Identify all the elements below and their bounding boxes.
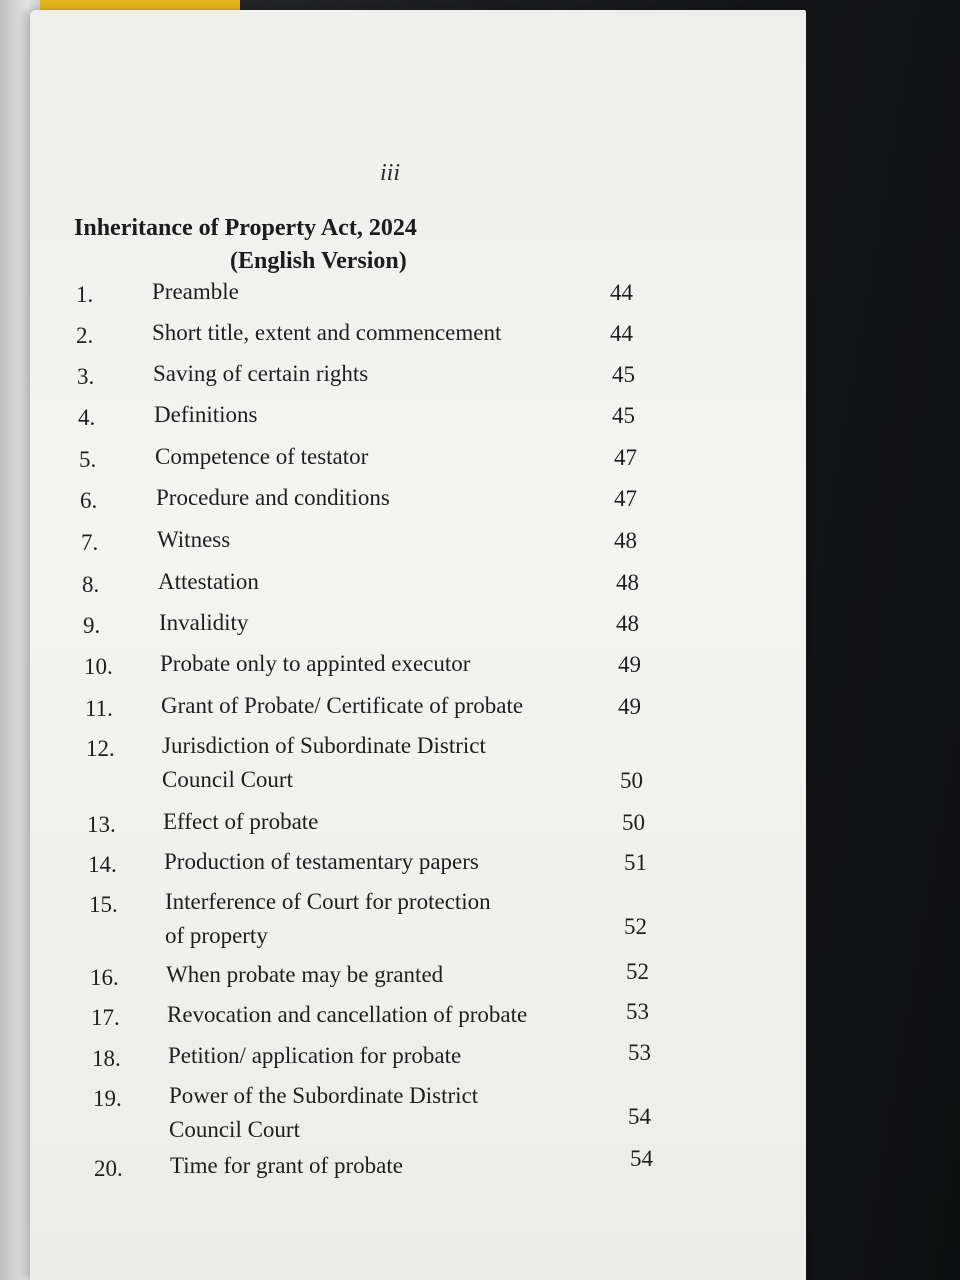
toc-entry-page-number: 44 bbox=[610, 280, 633, 305]
toc-entry-label: Interference of Court for protection bbox=[165, 889, 491, 914]
toc-entry-page-number: 45 bbox=[612, 362, 635, 387]
toc-entry-label: Jurisdiction of Subordinate District bbox=[162, 733, 486, 758]
toc-entry-number: 14. bbox=[88, 852, 117, 877]
toc-entry-page-number: 48 bbox=[614, 528, 637, 553]
toc-entry-number: 17. bbox=[91, 1005, 120, 1030]
toc-entry-page-number: 49 bbox=[618, 694, 641, 719]
toc-entry-label: Invalidity bbox=[159, 610, 249, 635]
toc-entry-page-number: 47 bbox=[614, 486, 637, 511]
toc-entry-number: 6. bbox=[80, 488, 98, 513]
toc-entry-number: 15. bbox=[89, 892, 118, 917]
toc-entry-page-number: 48 bbox=[616, 611, 639, 636]
toc-entry-number: 7. bbox=[81, 530, 99, 555]
toc-entry-label: Procedure and conditions bbox=[156, 485, 390, 510]
toc-entry-number: 12. bbox=[86, 736, 115, 761]
toc-entry-page-number: 53 bbox=[628, 1040, 651, 1065]
toc-entry-label: Probate only to appinted executor bbox=[160, 651, 471, 676]
toc-entry-page-number: 53 bbox=[626, 999, 649, 1024]
toc-entry-number: 4. bbox=[78, 405, 96, 430]
toc-entry-label: When probate may be granted bbox=[166, 962, 444, 987]
toc-entry-label: Preamble bbox=[152, 279, 239, 304]
toc-entry-page-number: 52 bbox=[626, 959, 649, 984]
toc-entry-label: Attestation bbox=[158, 569, 259, 594]
toc-entry-number: 11. bbox=[85, 696, 113, 721]
toc-entry-label: Definitions bbox=[154, 402, 258, 427]
toc-entry-page-number: 50 bbox=[620, 768, 643, 793]
toc-entry-label: Time for grant of probate bbox=[170, 1153, 403, 1178]
page-content bbox=[30, 10, 806, 1280]
toc-entry-label: Revocation and cancellation of probate bbox=[167, 1002, 528, 1027]
toc-entry-page-number: 49 bbox=[618, 652, 641, 677]
toc-entry-label: Petition/ application for probate bbox=[168, 1043, 462, 1068]
toc-entry-label: Effect of probate bbox=[163, 809, 319, 834]
toc-entry-number: 5. bbox=[79, 447, 97, 472]
toc-entry-number: 16. bbox=[90, 965, 119, 990]
toc-entry-number: 1. bbox=[76, 282, 94, 307]
toc-entry-label-continued: Council Court bbox=[162, 767, 293, 792]
toc-entry-label: Witness bbox=[157, 527, 231, 552]
toc-entry-number: 8. bbox=[82, 572, 100, 597]
toc-entry-label: Grant of Probate/ Certificate of probate bbox=[161, 693, 524, 718]
toc-entry-page-number: 45 bbox=[612, 403, 635, 428]
page-number: iii bbox=[379, 160, 400, 186]
document-title: Inheritance of Property Act, 2024 bbox=[74, 215, 417, 241]
toc-entry-page-number: 54 bbox=[630, 1146, 653, 1171]
toc-entry-page-number: 54 bbox=[628, 1104, 651, 1129]
toc-entry-page-number: 52 bbox=[624, 914, 647, 939]
toc-entry-label: Short title, extent and commencement bbox=[152, 320, 502, 345]
toc-entry-number: 9. bbox=[83, 613, 101, 638]
toc-entry-number: 13. bbox=[87, 812, 116, 837]
toc-entry-label: Power of the Subordinate District bbox=[169, 1083, 479, 1108]
document-subtitle: (English Version) bbox=[230, 248, 407, 274]
toc-entry-page-number: 50 bbox=[622, 810, 645, 835]
toc-entry-number: 2. bbox=[76, 323, 94, 348]
toc-entry-number: 19. bbox=[93, 1086, 122, 1111]
toc-entry-page-number: 44 bbox=[610, 321, 633, 346]
toc-entry-page-number: 47 bbox=[614, 445, 637, 470]
toc-entry-label: Competence of testator bbox=[155, 444, 369, 469]
toc-entry-label: Production of testamentary papers bbox=[164, 849, 479, 874]
toc-entry-number: 18. bbox=[92, 1046, 121, 1071]
toc-entry-page-number: 51 bbox=[624, 850, 647, 875]
toc-entry-label-continued: Council Court bbox=[169, 1117, 300, 1142]
book-page bbox=[30, 10, 806, 1280]
toc-entry-page-number: 48 bbox=[616, 570, 639, 595]
toc-entry-number: 20. bbox=[94, 1156, 123, 1181]
toc-entry-label-continued: of property bbox=[165, 923, 268, 948]
toc-entry-label: Saving of certain rights bbox=[153, 361, 369, 386]
toc-entry-number: 10. bbox=[84, 654, 113, 679]
toc-entry-number: 3. bbox=[77, 364, 95, 389]
